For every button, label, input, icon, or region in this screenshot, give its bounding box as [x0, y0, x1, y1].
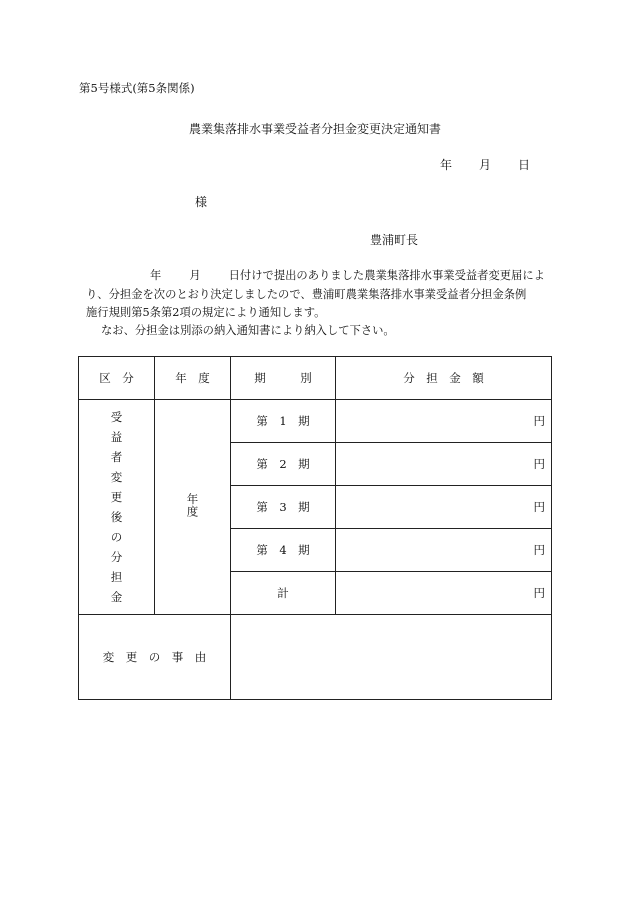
header-year: 年 度 — [155, 357, 231, 400]
issue-date — [440, 156, 530, 173]
total-amount-cell: 円 — [336, 572, 552, 615]
total-label: 計 — [231, 572, 336, 615]
document-title: 農業集落排水事業受益者分担金変更決定通知書 — [188, 122, 441, 136]
category-char: 益 — [110, 430, 123, 444]
reason-row — [79, 615, 552, 700]
category-char: 者 — [110, 450, 123, 464]
reason-content — [231, 615, 552, 700]
header-amount: 分 担 金 額 — [336, 357, 552, 400]
category-label — [79, 409, 154, 605]
notice-line-1-year: 年 — [150, 269, 162, 282]
notice-line-1-text: 日付けで提出のありました農業集落排水事業受益者変更届によ — [228, 269, 545, 282]
category-char: 後 — [110, 510, 123, 524]
notice-line-2: り、分担金を次のとおり決定しましたので、豊浦町農業集落排水事業受益者分担金条例 — [86, 287, 527, 301]
notice-line-1-month: 月 — [189, 269, 201, 282]
fee-table — [78, 356, 552, 700]
reason-label: 変 更 の 事 由 — [79, 615, 231, 700]
period-label: 第 1 期 — [231, 400, 336, 443]
year-label: 年度 — [185, 493, 200, 518]
date-day: 日 — [517, 158, 530, 172]
recipient-honorific: 様 — [195, 195, 208, 209]
category-char: 更 — [110, 490, 123, 504]
header-category: 区 分 — [79, 357, 155, 400]
year-cell — [155, 400, 231, 615]
category-char: 金 — [110, 590, 123, 604]
period-label: 第 4 期 — [231, 529, 336, 572]
table-header-row — [79, 357, 552, 400]
payment-note: なお、分担金は別添の納入通知書により納入して下さい。 — [101, 324, 395, 337]
category-cell — [79, 400, 155, 615]
amount-cell: 円 — [336, 486, 552, 529]
notice-line-3: 施行規則第5条第2項の規定により通知します。 — [86, 306, 326, 319]
period-label: 第 2 期 — [231, 443, 336, 486]
category-char: 変 — [110, 470, 123, 484]
category-char: の — [110, 530, 123, 544]
header-period: 期 別 — [231, 357, 336, 400]
issuer-name: 豊浦町長 — [370, 233, 419, 247]
category-char: 分 — [110, 550, 123, 564]
period-label: 第 3 期 — [231, 486, 336, 529]
category-char: 受 — [110, 410, 123, 424]
notice-line-1 — [90, 267, 560, 286]
amount-cell: 円 — [336, 529, 552, 572]
date-year: 年 — [440, 158, 453, 172]
table-row — [79, 400, 552, 443]
notice-body — [86, 267, 560, 323]
category-char: 担 — [110, 570, 123, 584]
date-month: 月 — [478, 158, 491, 172]
amount-cell: 円 — [336, 443, 552, 486]
form-number: 第5号様式(第5条関係) — [79, 81, 195, 95]
amount-cell: 円 — [336, 400, 552, 443]
